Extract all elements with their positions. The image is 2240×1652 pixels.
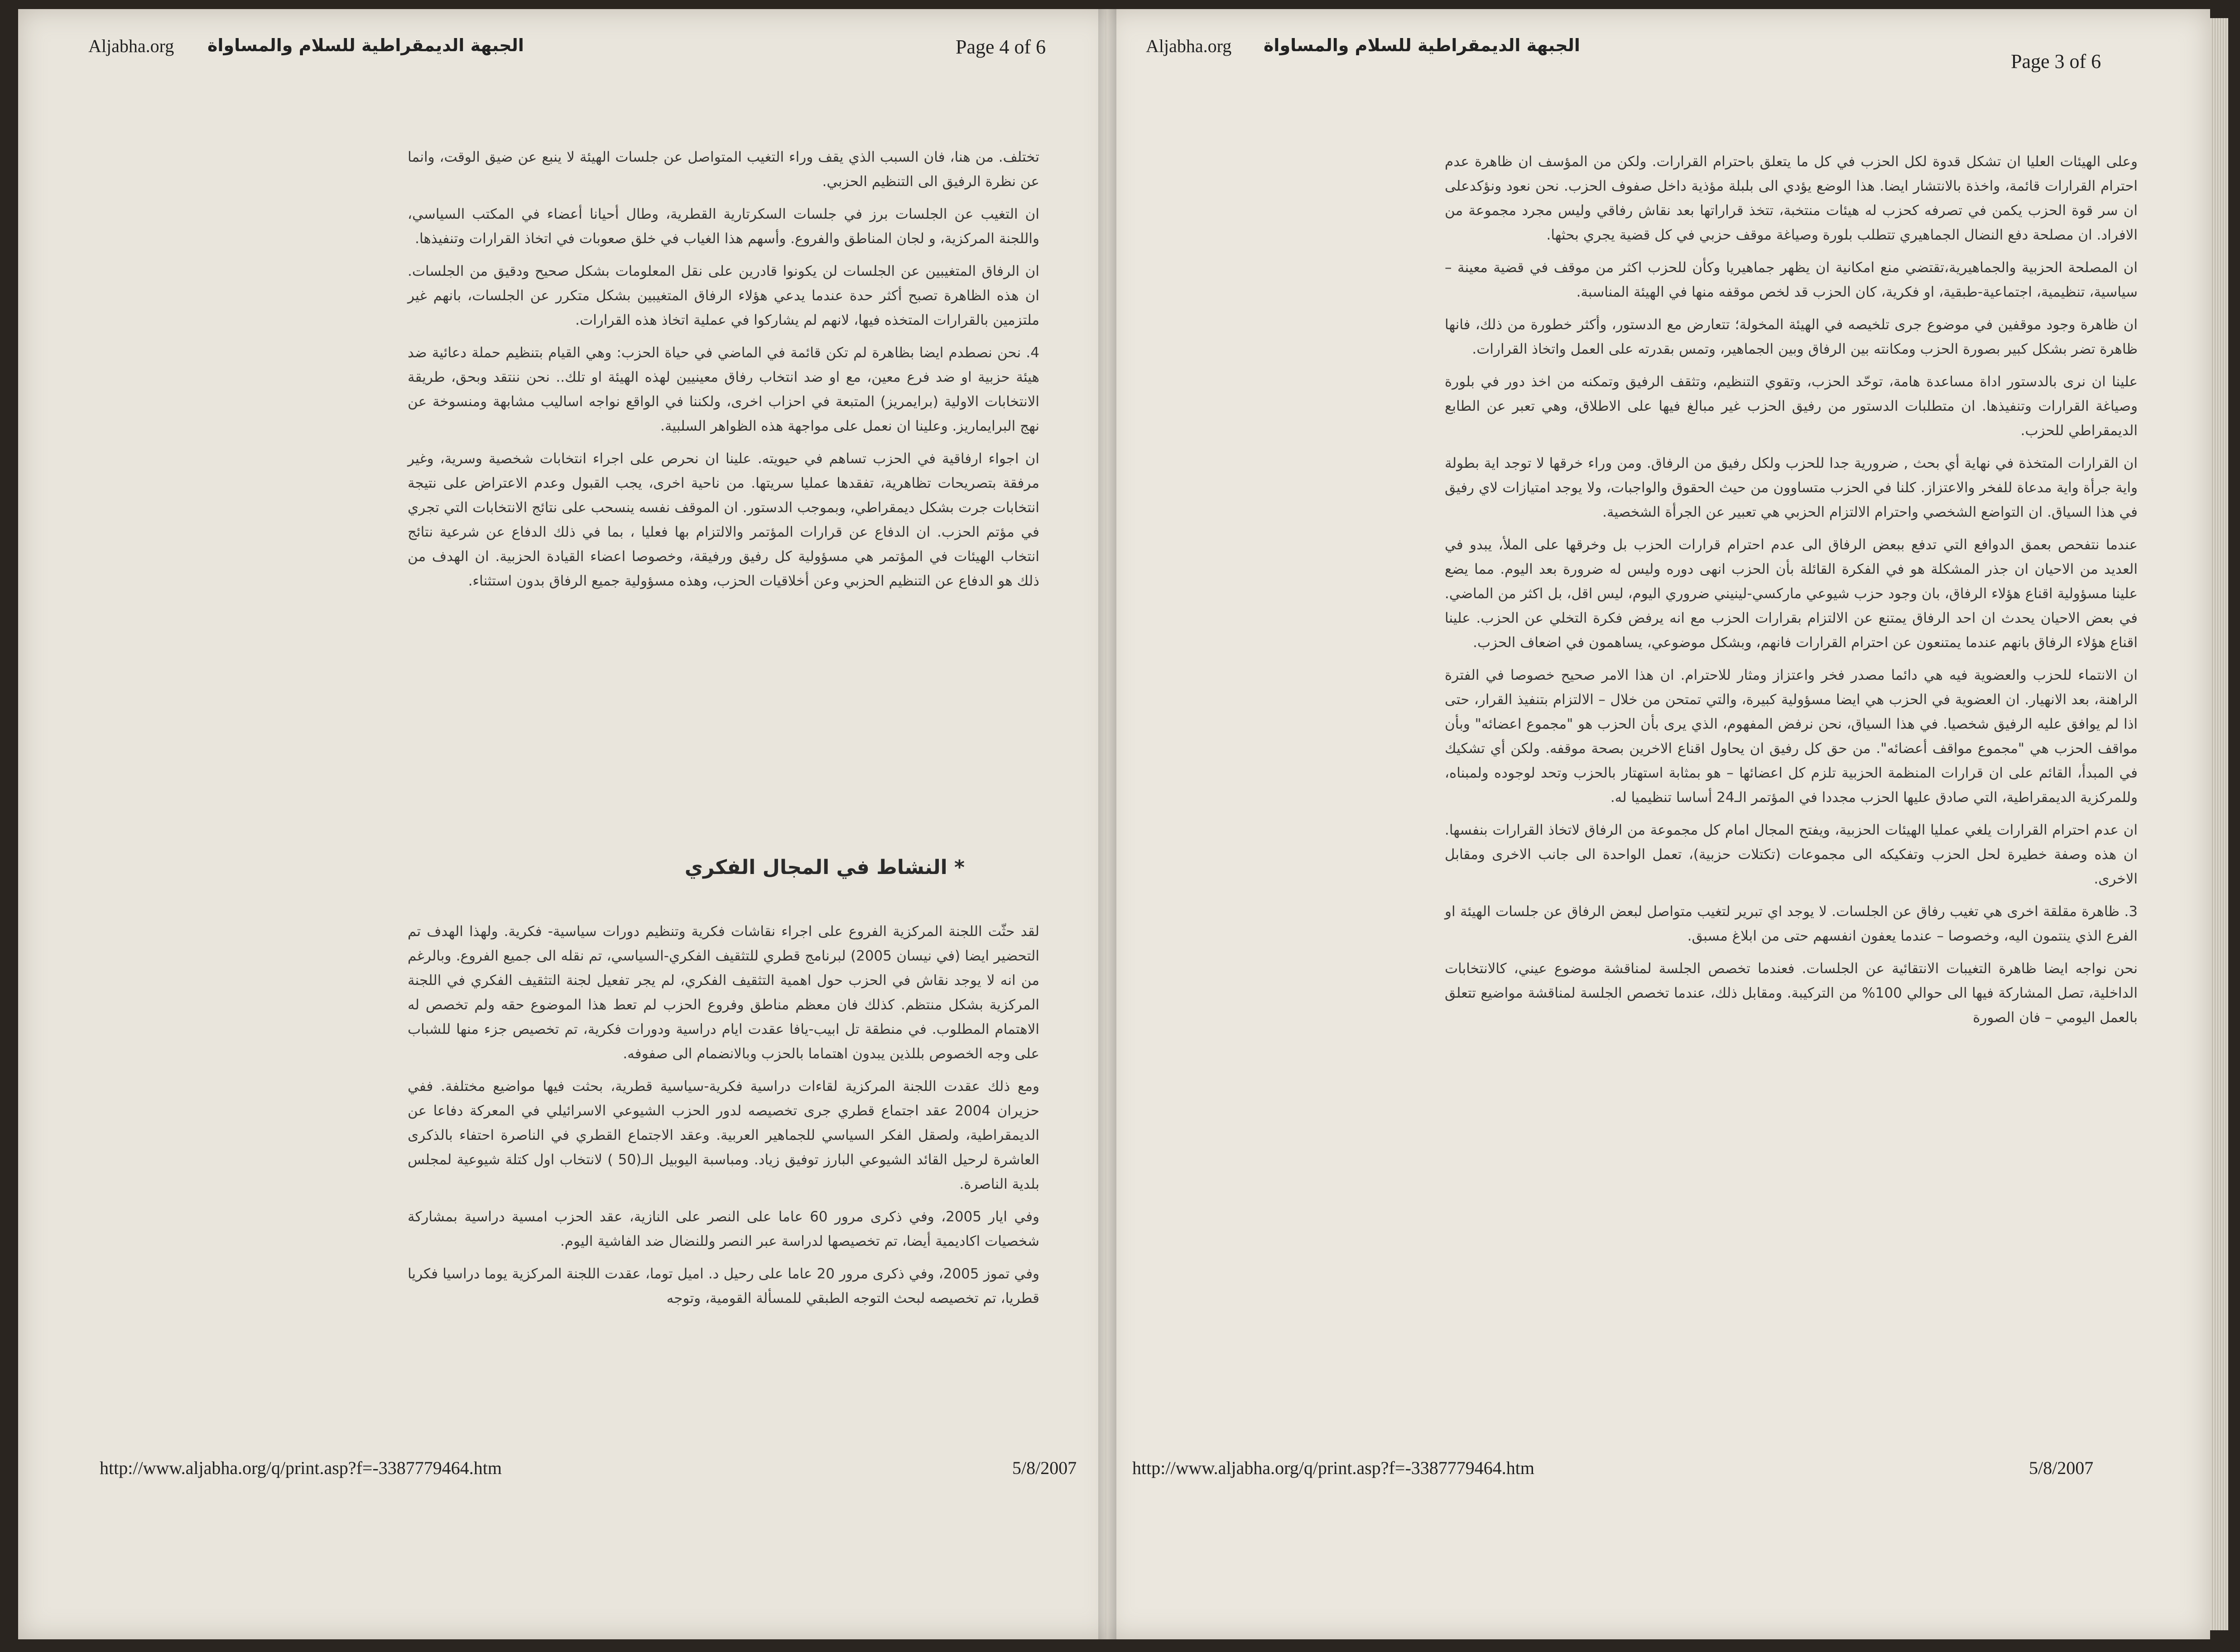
paragraph: ان الرفاق المتغيبين عن الجلسات لن يكونوا قادرين على نقل المعلومات بشكل صحيح ودقيق من الجلسات. ان هذه الظاهرة تصبح أكثر حدة عندما يدعي هؤلاء الرفاق المتغيبين بشكل متكرر عن الجلسات، بانهم غير ملتزمين بالقرارات المتخذه فيها، لانهم لم يشاركوا في عملية اتخاذ هذه القرارات. — [408, 263, 1039, 328]
paragraph: عندما نتفحص بعمق الدوافع التي تدفع ببعض الرفاق الى عدم احترام قرارات الحزب بل وخرقها على الملأ، يبدو في العديد من الاحيان ان جذر المشكلة هو في الفكرة القائلة بأن الحزب انهى دوره وليس له ضرورة بعد اليوم. مما يضع علينا مسؤولية اقناع هؤلاء الرفاق، بان وجود حزب شيوعي ماركسي-لينيني ضروري اليوم، ليس اقل، بل اكثر من الماضي. في بعض الاحيان يحدث ان احد الرفاق يمتنع عن الالتزام بقرارات الحزب مع انه يرفض فكرة التخلي عن الحزب. علينا اقناع هؤلاء الرفاق بانهم عندما يمتنعون عن احترام القرارات فانهم، وبشكل موضوعي، يساهمون في اضعاف الحزب. — [1445, 537, 2138, 651]
page-stack-edge — [2210, 18, 2228, 1630]
paragraph: ان القرارات المتخذة في نهاية أي بحث , ضرورية جدا للحزب ولكل رفيق من الرفاق. ومن وراء خرقها لا توجد اية بطولة واية جرأة واية مدعاة للفخر والاعتزاز. كلنا في الحزب متساوون من حيث الحقوق والواجبات، ولا يوجد امتيازات لاي رفيق في هذا السياق. ان التواضع الشخصي واحترام الالتزام الحزبي هي تعبير عن الجرأة الشخصية. — [1445, 455, 2138, 520]
paragraph: علينا ان نرى بالدستور اداة مساعدة هامة، توحّد الحزب، وتقوي التنظيم، وتثقف الرفيق وتمكنه من اخذ دور في بلورة وصياغة القرارات وتنفيذها. ان متطلبات الدستور من رفيق الحزب غير مبالغ فيها على الاطلاق، وهي تعبر عن الطابع الديمقراطي للحزب. — [1445, 374, 2138, 439]
header-site: Aljabha.org — [88, 36, 174, 56]
paragraph: وعلى الهيئات العليا ان تشكل قدوة لكل الحزب في كل ما يتعلق باحترام القرارات. ولكن من المؤسف ان ظاهرة عدم احترام القرارات قائمة، واخذة بالانتشار ايضا. هذا الوضع يؤدي الى بلبلة مؤذية داخل صفوف الحزب. نحن نعود ونؤكدعلى ان سر قوة الحزب يكمن في تصرفه كحزب له هيئات منتخبة، تتخذ قراراتها بعد نقاش رفاقي وليس مجرد مجموعة من الافراد. ان مصلحة دفع النضال الجماهيري تتطلب بلورة وصياغة موقف حزبي في كل قضية يجري بحثها. — [1445, 154, 2138, 243]
paragraph: تختلف. من هنا، فان السبب الذي يقف وراء التغيب المتواصل عن جلسات الهيئة لا ينبع عن ضيق الوقت، وانما عن نظرة الرفيق الى التنظيم الحزبي. — [408, 149, 1039, 190]
paragraph: ان اجواء ارفاقية في الحزب تساهم في حيويته. علينا ان نحرص على اجراء انتخابات شخصية وسرية، وغير مرفقة بتصريحات تظاهرية، تفقدها عمليا سريتها. من ناحية اخرى، يجب القبول وعدم الاعتراض على نتيجة انتخابات جرت بشكل ديمقراطي، وبموجب الدستور. ان الموقف نفسه ينسحب على نتائج الانتخابات التي تجري في مؤتم الحزب. ان الدفاع عن قرارات المؤتمر والالتزام بها فعليا ، بما في ذلك الدفاع عن شرعية نتائج انتخاب الهيئات في المؤتمر هي مسؤولية كل رفيق ورفيقة، وخصوصا اعضاء القيادة الحزبية. ان الهدف من ذلك هو الدفاع عن التنظيم الحزبي وعن أخلاقيات الحزب، وهذه مسؤولية جميع الرفاق بدون استثناء. — [408, 451, 1039, 589]
header-page-label: Page 3 of 6 — [2011, 50, 2101, 72]
paragraph: ومع ذلك عقدت اللجنة المركزية لقاءات دراسية فكرية-سياسية قطرية، بحثت فيها مواضيع مختلفة. ففي حزيران 2004 عقد اجتماع قطري جرى تخصيصه لدور الحزب الشيوعي الاسرائيلي في المعركة دفاعا عن الديمقراطية، ولصقل الفكر السياسي للجماهير العربية. وعقد الاجتماع القطري في الناصرة احتفاء بالذكرى العاشرة لرحيل القائد الشيوعي البارز توفيق زياد. ومباسبة اليوبيل الـ(50 ) لانتخاب اول كتلة شيوعية لمجلس بلدية الناصرة. — [408, 1078, 1039, 1192]
paragraph: 3. ظاهرة مقلقة اخرى هي تغيب رفاق عن الجلسات. لا يوجد اي تبرير لتغيب متواصل لبعض الرفاق عن جلسات الهيئة او الفرع الذي ينتمون اليه، وخصوصا – عندما يعفون انفسهم حتى من ابلاغ مسبق. — [1445, 903, 2138, 944]
paragraph: نحن نواجه ايضا ظاهرة التغيبات الانتقائية عن الجلسات. فعندما تخصص الجلسة لمناقشة موضوع عيني، كالانتخابات الداخلية، تصل المشاركة فيها الى حوالي 100% من التركيبة. ومقابل ذلك، عندما تخصص الجلسة لمناقشة مواضيع تتعلق بالعمل اليومي – فان الصورة — [1445, 960, 2138, 1026]
header-page-label: Page 4 of 6 — [956, 36, 1046, 58]
header-site: Aljabha.org — [1146, 36, 1232, 56]
paragraph: ان ظاهرة وجود موقفين في موضوع جرى تلخيصه في الهيئة المخولة؛ تتعارض مع الدستور، وأكثر خطورة من ذلك، فانها ظاهرة تضر بشكل كبير بصورة الحزب ومكانته بين الرفاق وبين الجماهير، وتمس بقدرته على العمل واتخاذ القرارات. — [1445, 317, 2138, 357]
left-body-upper — [408, 145, 1039, 601]
left-page — [18, 9, 1114, 1639]
paragraph: ان الانتماء للحزب والعضوية فيه هي دائما مصدر فخر واعتزاز ومثار للاحترام. ان هذا الامر صحيح خصوصا في الفترة الراهنة، بعد الانهيار. ان العضوية في الحزب هي ايضا مسؤولية كبيرة، والتي تمتحن من خلال – الالتزام بتنفيذ القرار، حتى اذا لم يوافق عليه الرفيق شخصيا. في هذا السياق، نحن نرفض المفهوم، الذي يرى بأن الحزب هو "مجموع اعضائه" وبأن مواقف الحزب هي "مجموع مواقف أعضائه". من حق كل رفيق ان يحاول اقناع الاخرين بصحة موقفه. ولكن أي تشكيك في المبدأ، القائم على ان قرارات المنظمة الحزبية تلزم كل اعضائها – هو بمثابة استهتار بالحزب وتحد لوجوده ولمبناه، وللمركزية الديمقراطية، التي صادق عليها الحزب مجددا في المؤتمر الـ24 أساسا تنظيميا له. — [1445, 667, 2138, 806]
header-org-name: الجبهة الديمقراطية للسلام والمساواة — [207, 35, 524, 55]
footer-url: http://www.aljabha.org/q/print.asp?f=-3387779464.htm — [100, 1458, 502, 1478]
paragraph: لقد حثّت اللجنة المركزية الفروع على اجراء نقاشات فكرية وتنظيم دورات سياسية- فكرية. ولهذا الهدف تم التحضير ايضا (في نيسان 2005) لبرنامج قطري للتثقيف الفكري-السياسي، تم نقله الى جميع الفروع. وبالرغم من انه لا يوجد نقاش في الحزب حول اهمية التثقيف الفكري، لم يجر تفعيل لجنة التثقيف الفكري في اللجنة المركزية بشكل منتظم. كذلك فان معظم مناطق وفروع الحزب لم تعط هذا الموضوع حقه ولم تخصص له الاهتمام المطلوب. في منطقة تل ابيب-يافا عقدت ايام دراسية ودورات فكرية، تم تخصيص جزء منها للشباب على وجه الخصوص بللذين يبدون اهتماما بالحزب وبالانضمام الى صفوفه. — [408, 923, 1039, 1062]
left-body-lower — [408, 919, 1039, 1319]
paragraph: ان المصلحة الحزبية والجماهيرية،تقتضي منع امكانية ان يظهر جماهيريا وكأن للحزب اكثر من موقف في قضية معينة – سياسية، تنظيمية، اجتماعية-طبقية، او فكرية، كان الحزب قد لخص موقفه منها في الهيئة المناسبة. — [1445, 259, 2138, 300]
right-page — [1105, 9, 2210, 1639]
header-org-name: الجبهة الديمقراطية للسلام والمساواة — [1264, 35, 1580, 55]
right-body — [1445, 149, 2138, 1038]
paragraph: ان التغيب عن الجلسات برز في جلسات السكرتارية القطرية، وطال أحيانا أعضاء في المكتب السياسي، واللجنة المركزية، و لجان المناطق والفروع. وأسهم هذا الغياب في خلق صعوبات في اتخاذ القرارات وتنفيذها. — [408, 206, 1039, 247]
paragraph: وفي تموز 2005، وفي ذكرى مرور 20 عاما على رحيل د. اميل توما، عقدت اللجنة المركزية يوما دراسيا فكريا قطريا، تم تخصيصه لبحث التوجه الطبقي للمسألة القومية، وتوجه — [408, 1266, 1039, 1306]
footer-date: 5/8/2007 — [2029, 1458, 2094, 1478]
paragraph: ان عدم احترام القرارات يلغي عمليا الهيئات الحزبية، ويفتح المجال امام كل مجموعة من الرفاق لاتخاذ القرارات بنفسها. ان هذه وصفة خطيرة لحل الحزب وتفكيكه الى مجموعات (تكتلات حزبية)، تعمل الواحدة الى جانب الاخرى ومقابل الاخرى. — [1445, 822, 2138, 887]
footer-url: http://www.aljabha.org/q/print.asp?f=-3387779464.htm — [1132, 1458, 1534, 1478]
paragraph: وفي ايار 2005، وفي ذكرى مرور 60 عاما على النصر على النازية، عقد الحزب امسية دراسية بمشاركة شخصيات اكاديمية أيضا، تم تخصيصها لدراسة عبر النصر وللنضال ضد الفاشية اليوم. — [408, 1209, 1039, 1249]
footer-date: 5/8/2007 — [1012, 1458, 1077, 1478]
section-title: * النشاط في المجال الفكري — [684, 856, 965, 879]
paragraph: 4. نحن نصطدم ايضا بظاهرة لم تكن قائمة في الماضي في حياة الحزب: وهي القيام بتنظيم حملة دعائية ضد هيئة حزبية او ضد فرع معين، مع او ضد انتخاب رفاق معينيين لهذه الهيئة او تلك.. نحن ننتقد وبحق، طريقة الانتخابات الاولية (برايمريز) المتبعة في احزاب اخرى، ولكننا في الواقع نواجه اساليب مشابهة ومنسوخة عن نهج البرايماريز. وعلينا ان نعمل على مواجهة هذه الظواهر السلبية. — [408, 345, 1039, 434]
book-spine-shadow — [1098, 9, 1116, 1639]
